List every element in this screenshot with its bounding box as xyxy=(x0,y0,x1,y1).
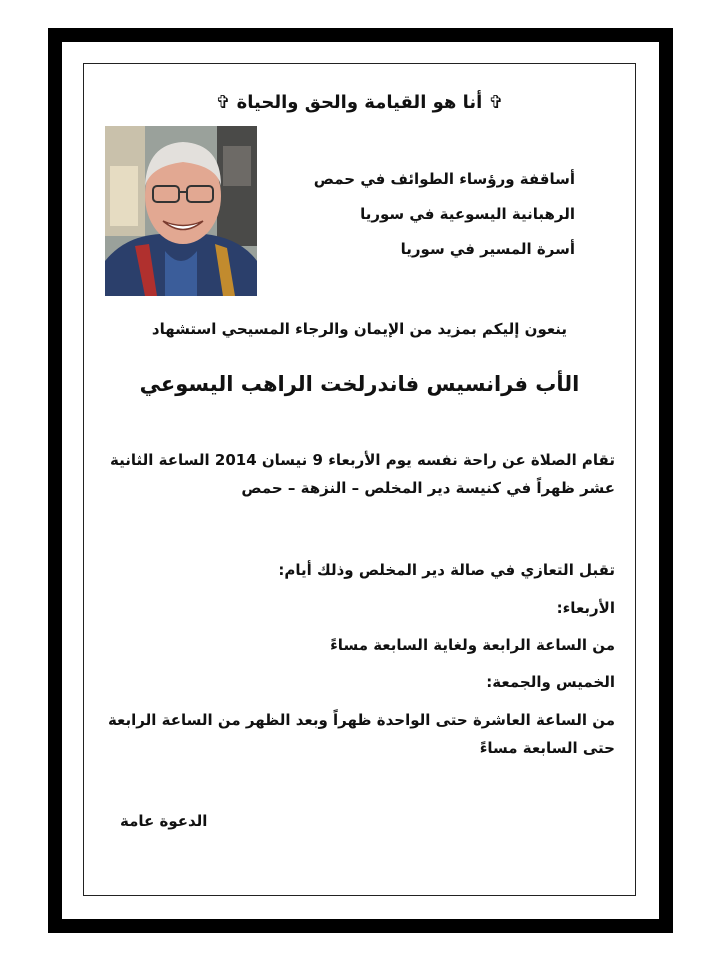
cross-icon: ✞ xyxy=(215,92,231,113)
wednesday-time: من الساعة الرابعة ولغاية السابعة مساءً xyxy=(330,636,615,654)
condolences-intro: تقبل التعازي في صالة دير المخلص وذلك أيام: xyxy=(278,561,615,579)
sender-line: أسرة المسير في سوريا xyxy=(400,240,575,258)
black-border-frame xyxy=(48,28,673,933)
prayer-line-1: تقام الصلاة عن راحة نفسه يوم الأربعاء 9 نيسان 2014 الساعة الثانية xyxy=(110,451,615,469)
white-pane xyxy=(62,42,659,919)
obituary-card xyxy=(83,63,636,896)
heading-text: أنا هو القيامة والحق والحياة xyxy=(236,92,483,113)
portrait-photo xyxy=(105,126,257,296)
thu-fri-time-2: حتى السابعة مساءً xyxy=(479,739,615,757)
wednesday-label: الأربعاء: xyxy=(556,599,615,617)
sender-line: أساقفة ورؤساء الطوائف في حمص xyxy=(313,170,575,188)
thu-fri-label: الخميس والجمعة: xyxy=(486,673,615,691)
sender-line: الرهبانية اليسوعية في سوريا xyxy=(360,205,575,223)
deceased-name: الأب فرانسيس فاندرلخت الراهب اليسوعي xyxy=(139,372,580,396)
intro-line: ينعون إليكم بمزيد من الإيمان والرجاء المسيحي استشهاد xyxy=(151,320,568,338)
heading-verse xyxy=(84,92,635,113)
portrait-image xyxy=(105,126,257,296)
prayer-line-2: عشر ظهراً في كنيسة دير المخلص – النزهة – حمص xyxy=(241,479,615,497)
thu-fri-time-1: من الساعة العاشرة حتى الواحدة ظهراً وبعد الظهر من الساعة الرابعة xyxy=(107,711,615,729)
footer-invitation: الدعوة عامة xyxy=(120,812,208,830)
cross-icon: ✞ xyxy=(488,92,504,113)
